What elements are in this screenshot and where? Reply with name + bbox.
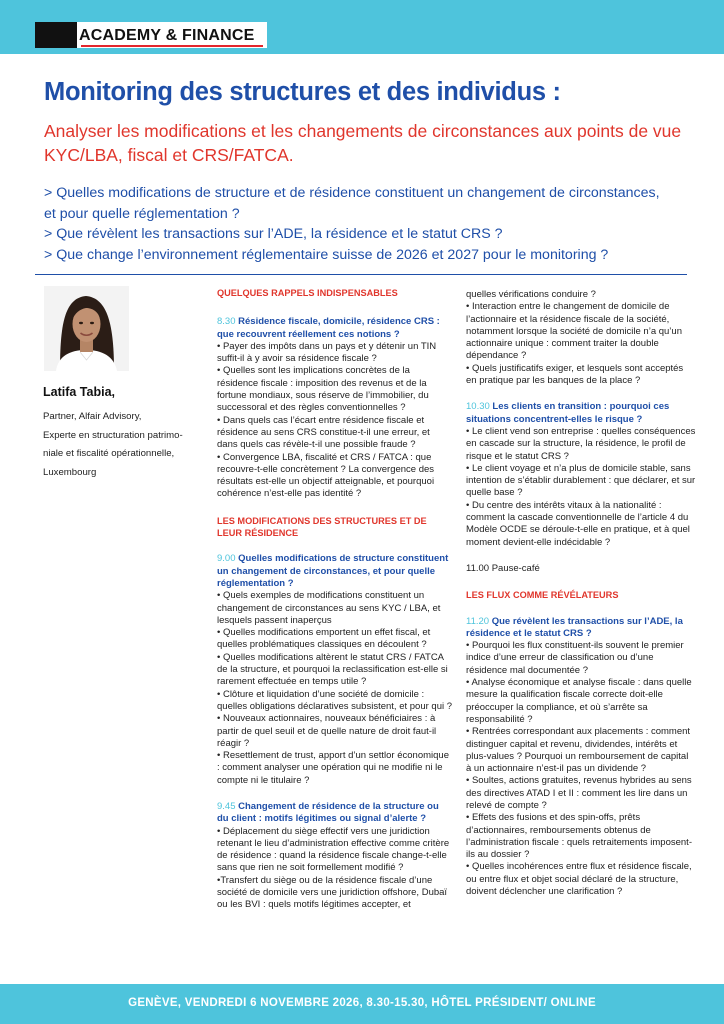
question-line: > Quelles modifications de structure et de résidence constituent un changement de circonstances, [44, 185, 660, 201]
session-heading: Que révèlent les transactions sur l’ADE, la résidence et le statut CRS ? [466, 615, 683, 639]
session-945 [217, 801, 452, 912]
header-bar [0, 0, 724, 54]
bullet-item: • Déplacement du siège effectif vers une juridiction retenant le lieu d’administration effective comme critère de résidence : quand la résidence fiscale change-t-elle sans que rien ne soit formellement modifié ? [217, 825, 450, 874]
session-heading: Quelles modifications de structure constituent un changement de circonstances, et pour quelle réglementation ? [217, 553, 449, 589]
section-divider [35, 274, 687, 275]
speaker-portrait-image [44, 286, 129, 371]
bullet-item: • Payer des impôts dans un pays et y détenir un TIN suffit-il à y avoir sa résidence fiscale ? [217, 340, 437, 365]
session-time: 10.30 [466, 401, 490, 413]
bullet-item: • Le client voyage et n’a plus de domicile stable, sans intention de s’établir durablement : que déclarer, et sur quelle base ? [466, 462, 696, 499]
page-subtitle: Analyser les modifications et les changements de circonstances aux points de vue KYC/LBA, fiscal et CRS/FATCA. [44, 121, 682, 165]
question-line: > Que révèlent les transactions sur l’ADE, la résidence et le statut CRS ? [44, 226, 503, 242]
speaker-photo [44, 286, 129, 371]
event-info: GENÈVE, VENDREDI 6 NOVEMBRE 2026, 8.30-15.30, HÔTEL PRÉSIDENT/ ONLINE [128, 997, 596, 1009]
bullet-item: quelles vérifications conduire ? [466, 289, 596, 300]
bullet-item: • Interaction entre le changement de domicile de l’actionnaire et la résidence fiscale de la société, notamment lorsque la société de domicile n’a qu’un actionnaire unique : comment traiter la double dépendance ? [466, 301, 682, 362]
session-heading: Les clients en transition : pourquoi ces situations concentrent-elles le risque ? [466, 401, 670, 425]
session-time: 9.45 [217, 800, 236, 812]
bullet-item: • Le client vend son entreprise : quelles conséquences en cascade sur la structure, la résidence, le profil de risque et le statut CRS ? [466, 425, 696, 462]
session-heading: Changement de résidence de la structure ou du client : motifs légitimes ou signal d’alerte ? [217, 800, 439, 825]
section-heading: QUELQUES RAPPELS INDISPENSABLES [217, 288, 398, 298]
bullet-item: • Pourquoi les flux constituent-ils souvent le premier indice d’une erreur de classification ou d’une résidence mal documentée ? [466, 640, 684, 676]
bullet-item: • Quelles modifications altèrent le statut CRS / FATCA de la structure, et pourquoi la reclassification est-elle si rarement effectuée en temps utile ? [217, 651, 448, 688]
bullet-item: • Quels exemples de modifications constituent un changement de circonstances au sens KYC / LBA, et lesquels passent inaperçus [217, 590, 441, 626]
question-line: > Que change l’environnement réglementaire suisse de 2026 et 2027 pour le monitoring ? [44, 246, 609, 263]
brand-logo [35, 22, 267, 48]
bullet-item: • Dans quels cas l’écart entre résidence fiscale et résidence au sens CRS constitue-t-il une erreur, et dans quels cas révèle-t-il une possible fraude ? [217, 414, 430, 451]
section-heading: LES FLUX COMME RÉVÉLATEURS [466, 590, 619, 601]
session-heading: Résidence fiscale, domicile, résidence CRS : que recouvrent réellement ces notions ? [217, 316, 440, 340]
bullet-item: • Soultes, actions gratuites, revenus hybrides au sens des directives ATAD I et II : comment les lire dans un relevé de compte ? [466, 775, 692, 811]
bullet-item: •Transfert du siège ou de la résidence fiscale d’une société de domicile vers une juridiction offshore, Dubaï ou les BVI : quels motifs légitimes accepter, et [217, 874, 448, 911]
speaker-bio-line: Partner, Alfair Advisory, [43, 411, 142, 422]
speaker-bio-line: Experte en structuration patrimo- [43, 429, 183, 441]
bullet-item: • Quelles sont les implications concrètes de la résidence fiscale : imposition des revenus et de la fortune mondiaux, sous réserve de l’immobilier, du successoral et des règles conventionnelles ? [217, 365, 429, 414]
session-1030 [466, 401, 696, 549]
speaker-bio [43, 408, 193, 482]
logo-text: ACADEMY & FINANCE [79, 27, 255, 44]
question-line: et pour quelle réglementation ? [44, 205, 240, 222]
session-time: 11.20 [466, 615, 490, 627]
page-title: Monitoring des structures et des individus : [44, 78, 561, 106]
bullet-item: • Rentrées correspondant aux placements : comment distinguer capital et revenu, dividendes, intérêts et plus-values ? Pourquoi un remboursement de capital à un actionnaire n’est-il pas un dividende ? [466, 726, 691, 775]
coffee-break: 11.00 Pause-café [466, 562, 540, 574]
logo-red-underline [81, 45, 263, 47]
session-title [466, 401, 696, 426]
program-column-left [217, 287, 452, 926]
session-title [466, 616, 696, 641]
speaker-name: Latifa Tabia, [43, 385, 116, 399]
bullet-item: • Nouveaux actionnaires, nouveaux bénéficiaires : à partir de quel seuil et de quelle nature de droit faut-il réagir ? [217, 713, 437, 749]
session-945-continued [466, 289, 696, 387]
session-830 [217, 316, 452, 500]
speaker-bio-line: niale et fiscalité opérationnelle, [43, 448, 175, 460]
bullet-item: • Resettlement de trust, apport d’un settlor économique : comment analyser une opération qui ne modifie ni le compte ni le titulaire ? [217, 750, 449, 786]
bullet-item: • Quelles modifications emportent un effet fiscal, et quelles problématiques classiques en découlent ? [217, 627, 431, 651]
logo-black-block [35, 22, 77, 48]
bullet-item: • Clôture et liquidation d’une société de domicile : quelles obligations déclaratives subsistent, et pour qui ? [217, 688, 453, 712]
key-questions [44, 183, 704, 265]
speaker-bio-line: Luxembourg [43, 466, 97, 478]
bullet-item: • Effets des fusions et des spin-offs, prêts d’actionnaires, remboursements obtenus de l’administration fiscale : quels retraitements imposent-ils au dossier ? [466, 812, 692, 861]
footer-bar [0, 984, 724, 1024]
program-column-right [466, 289, 696, 912]
session-time: 8.30 [217, 316, 236, 328]
session-title [217, 553, 452, 590]
session-title [217, 316, 452, 341]
session-title [217, 801, 452, 826]
session-1120 [466, 616, 696, 899]
session-900 [217, 553, 452, 787]
bullet-item: • Quels justificatifs exiger, et lesquels sont acceptés en pratique par les banques de la place ? [466, 362, 684, 387]
bullet-item: • Analyse économique et analyse fiscale : dans quelle mesure la qualification fiscale correcte doit-elle préoccuper la compliance, et où s’arrête sa responsabilité ? [466, 677, 692, 725]
bullet-item: • Du centre des intérêts vitaux à la nationalité : comment la cascade conventionnelle de l’article 4 du Modèle OCDE se déroule-t-elle en pratique, et à quel moment devient-elle indécidable ? [466, 499, 690, 548]
section-heading: LES MODIFICATIONS DES STRUCTURES ET DE LEUR RÉSIDENCE [217, 515, 427, 539]
bullet-item: • Convergence LBA, fiscalité et CRS / FATCA : que recouvre-t-elle concrètement ? La convergence des résultats est-elle un objectif atteignable, et pourquoi cohérence n’est-elle pas identité ? [217, 451, 435, 500]
session-time: 9.00 [217, 553, 236, 565]
bullet-item: • Quelles incohérences entre flux et résidence fiscale, ou entre flux et objet social déclaré de la structure, doivent déclencher une clarification ? [466, 861, 692, 898]
